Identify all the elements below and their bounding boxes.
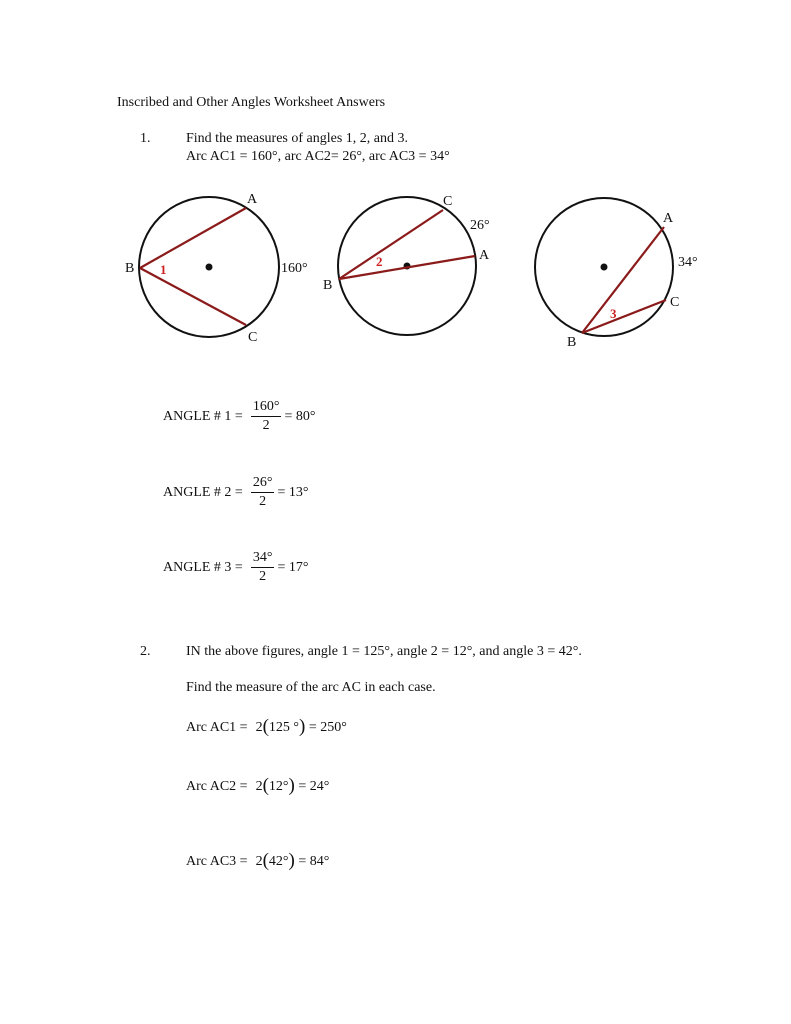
question-1-text: Find the measures of angles 1, 2, and 3. <box>186 131 409 146</box>
fig2-arc-label: 26° <box>470 218 490 233</box>
arc-ac1-expression: 2(125 °) = 250° <box>255 716 347 737</box>
fig2-label-c: C <box>443 194 453 209</box>
figure-3 <box>535 198 698 350</box>
angle-3-answer <box>163 550 308 585</box>
fig3-label-c: C <box>670 295 680 310</box>
arc-ac1-value: 125 ° <box>268 720 299 735</box>
arc-ac1-answer <box>186 715 347 737</box>
arc-ac3-value: 42° <box>268 854 289 869</box>
arc-ac2-label: Arc AC2 = <box>186 779 248 794</box>
angle-2-denominator: 2 <box>259 494 267 509</box>
fig3-angle-label: 3 <box>610 306 617 321</box>
fig1-label-b: B <box>125 261 135 276</box>
angle-1-result: = 80° <box>284 408 316 424</box>
fig2-label-b: B <box>323 278 333 293</box>
fig1-arc-label: 160° <box>281 261 308 276</box>
circle-1-center <box>206 264 213 271</box>
angle-2-result: = 13° <box>277 484 309 500</box>
arc-ac2-result: = 24° <box>298 779 330 794</box>
arc-ac3-expression: 2(42°) = 84° <box>255 850 330 871</box>
chord-ba-1 <box>140 208 246 268</box>
fig3-label-a: A <box>663 211 674 226</box>
angle-1-fraction <box>251 399 282 434</box>
angle-2-fraction <box>251 475 275 510</box>
angle-3-denominator: 2 <box>259 569 267 584</box>
arc-ac1-coef: 2 <box>255 720 263 735</box>
figure-1 <box>125 192 308 345</box>
arc-ac2-expression: 2(12°) = 24° <box>255 775 330 796</box>
fig3-label-b: B <box>567 335 577 350</box>
angle-1-numerator: 160° <box>251 399 282 417</box>
angle-3-label: ANGLE # 3 = <box>163 559 243 575</box>
arc-ac3-label: Arc AC3 = <box>186 854 248 869</box>
question-2-text: IN the above figures, angle 1 = 125°, angle 2 = 12°, and angle 3 = 42°. <box>186 644 582 659</box>
angle-3-numerator: 34° <box>251 550 275 568</box>
arc-ac1-result: = 250° <box>308 720 347 735</box>
fig2-angle-label: 2 <box>376 254 383 269</box>
circle-3-center <box>601 264 608 271</box>
angle-3-result: = 17° <box>277 559 309 575</box>
question-1-given-arcs: Arc AC1 = 160°, arc AC2= 26°, arc AC3 = 34° <box>186 149 450 164</box>
page-title: Inscribed and Other Angles Worksheet Answers <box>117 95 386 110</box>
angle-1-denominator: 2 <box>262 418 270 433</box>
arc-ac3-result: = 84° <box>298 854 330 869</box>
figure-2 <box>323 194 490 335</box>
arc-ac2-value: 12° <box>268 779 289 794</box>
fig1-angle-label: 1 <box>160 262 167 277</box>
question-2-instruction: Find the measure of the arc AC in each case. <box>186 680 436 695</box>
angle-3-fraction <box>251 550 275 585</box>
chord-ba-2 <box>339 256 475 279</box>
angle-1-label: ANGLE # 1 = <box>163 408 243 424</box>
angle-2-numerator: 26° <box>251 475 275 493</box>
fig1-label-c: C <box>248 330 258 345</box>
arc-ac2-coef: 2 <box>255 779 263 794</box>
angle-2-label: ANGLE # 2 = <box>163 484 243 500</box>
arc-ac2-answer <box>186 774 329 796</box>
fig3-arc-label: 34° <box>678 255 698 270</box>
angle-2-answer <box>163 475 308 510</box>
angle-1-answer <box>163 399 315 434</box>
arc-ac3-answer <box>186 849 329 871</box>
question-1-number: 1. <box>140 131 151 146</box>
fig1-label-a: A <box>247 192 258 207</box>
chord-bc-1 <box>140 268 246 325</box>
question-2-number: 2. <box>140 644 151 659</box>
arc-ac3-coef: 2 <box>255 854 263 869</box>
fig2-label-a: A <box>479 248 490 263</box>
circle-figures <box>0 0 791 360</box>
arc-ac1-label: Arc AC1 = <box>186 720 248 735</box>
